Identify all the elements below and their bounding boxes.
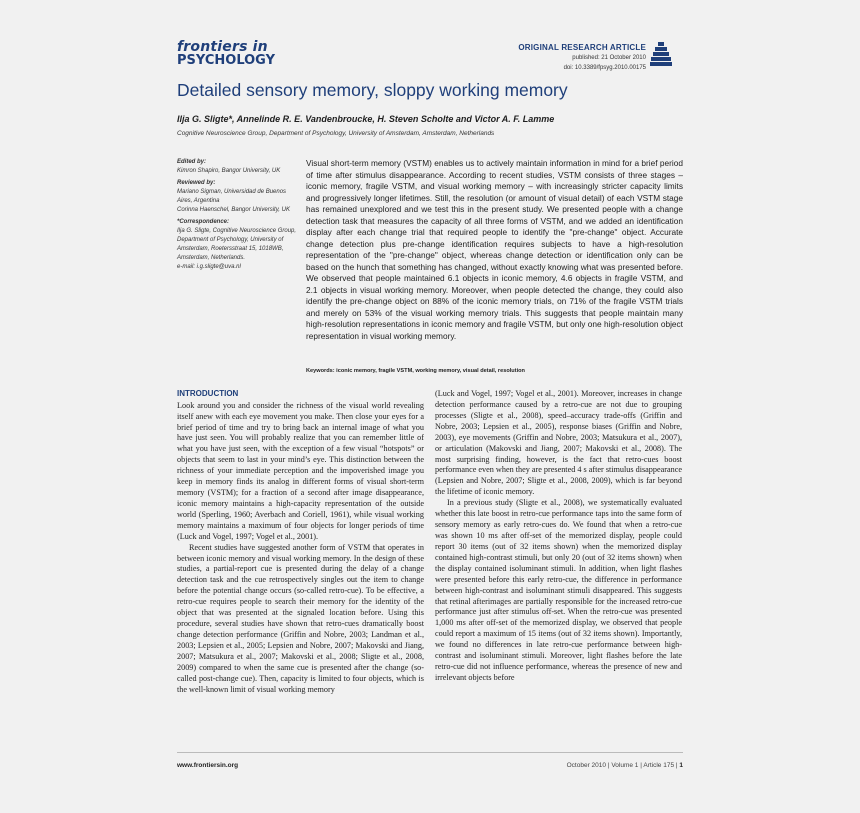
logo-line-2: PSYCHOLOGY <box>177 53 275 68</box>
published-date: published: 21 October 2010 <box>572 55 646 61</box>
footer-info <box>567 762 683 769</box>
article-meta <box>518 43 646 72</box>
keywords <box>306 368 525 374</box>
logo-line-1: frontiers in <box>177 39 268 55</box>
correspondence-label: *Correspondence: <box>177 219 230 225</box>
paragraph: Look around you and consider the richness of the visual world revealing itself anew with each eye movement you make. Then close your eyes for a brief period of time and try to bring back an internal image of what you have just seen. You will probably realize that you can remember little of what you have just seen, with the exception of a few visual “hotspots” or objects that seem to last in your mind’s eye. This distinction between the richness of your immediate perception and the impoverished image you keep in memory finds its analog in different forms of visual short-term memory (VSTM); for a fraction of a second after image disappearance, iconic memory maintains a high-capacity representation of the outside world (Sperling, 1960; Averbach and Coriell, 1961), while visual working memory maintains a maximum of four objects for longer periods of time (Luck and Vogel, 1997; Vogel et al., 2001). <box>177 400 424 541</box>
footer-site-link[interactable]: www.frontiersin.org <box>177 762 239 769</box>
doi[interactable]: doi: 10.3389/fpsyg.2010.00175 <box>563 65 646 72</box>
keywords-list: iconic memory, fragile VSTM, working memory, visual detail, resolution <box>336 368 525 374</box>
body-column-right <box>435 389 682 684</box>
edited-by-label: Edited by: <box>177 159 207 165</box>
section-heading: INTRODUCTION <box>177 389 239 398</box>
keywords-label: Keywords: <box>306 368 335 374</box>
journal-logo[interactable] <box>177 40 275 67</box>
paragraph: Recent studies have suggested another form of VSTM that operates in between iconic memory and visual working memory. In the design of these studies, a partial-report cue is presented during the delay of a change detection task and the cue retrospectively singles out the item to change before the potential change occurs (so-called retro-cue). To be effective, a retro-cue requires people to search their memory for the identity of the object that was presented at the signaled location before. Using this procedure, several studies have shown that retro-cues dramatically boost change detection performance (Griffin and Nobre, 2003; Landman et al., 2003; Lepsien et al., 2005; Lepsien and Nobre, 2007; Makovski and Jiang, 2007; Matsukura et al., 2007; Makovski et al., 2008; Sligte et al., 2008, 2009) compared to when the same cue is presented after the change (so-called post-change cue). Then, capacity is limited to four objects, which is the well-known limit of visual working memory <box>177 542 424 694</box>
edited-by-text: Kimron Shapiro, Bangor University, UK <box>177 168 281 174</box>
page-number: 1 <box>679 762 683 769</box>
author-list: Ilja G. Sligte*, Annelinde R. E. Vandenbroucke, H. Steven Scholte and Victor A. F. Lamme <box>177 114 555 124</box>
paragraph: In a previous study (Sligte et al., 2008), we systematically evaluated whether this late boost in retro-cue performance taps into the same form of sensory memory as early retro-cues do. We found that when a retro-cue was shown 10 ms after off-set of the memorized display, people could report 30 items (out of 32 items shown) when the memorized display contained high-contrast stimuli, but only 20 (out of 32 items shown) when the display contained isoluminant stimuli. In addition, when light flashes were presented before this early retro-cue, the difference in performance between high-contrast and isoluminant stimuli disappeared. This suggests that retinal afterimages are partially responsible for the increased retro-cue performance just after stimulus off-set. When the retro-cue was presented 1,000 ms after off-set of the memorized display, we observed that people could report a maximum of 15 items (out of 32 items shown). Importantly, we found no differences in late retro-cue performance between high-contrast and isoluminant stimuli. Moreover, light flashes before the late retro-cue did not influence performance, whereas the presence of new and irrelevant objects before <box>435 498 682 682</box>
stacked-pyramid-icon <box>650 40 672 68</box>
paragraph: (Luck and Vogel, 1997; Vogel et al., 2001). Moreover, increases in change detection performance caused by a retro-cue are not due to grouping processes (Sligte et al., 2008), speed–accuracy trade-offs (Griffin and Nobre, 2003; Lepsien et al., 2005), response biases (Griffin and Nobre, 2003), eye movements (Griffin and Nobre, 2003; Matsukura et al., 2007), or articulation (Makovski and Jiang, 2007; Makovski et al., 2008). The most surprising finding, however, is the fact that retro-cues boost performance even when they are presented 4 s after stimulus disappearance (Lepsien and Nobre, 2007; Sligte et al., 2008, 2009), which is far beyond the lifetime of iconic memory. <box>435 389 682 497</box>
abstract: Visual short-term memory (VSTM) enables us to actively maintain information in mind for a brief period of time after stimulus disappearance. According to recent studies, VSTM consists of three stages – iconic memory, fragile VSTM, and visual working memory – with increasingly stricter capacity limits and progressively longer lifetimes. Still, the resolution (or amount of visual detail) of each VSTM stage has remained unexplored and we test this in the present study. We presented people with a change detection task that measures the capacity of all three forms of VSTM, and we added an identification display after each change trial that required people to identify the "pre-change" object. Accurate change detection plus pre-change identification requires subjects to have a high-resolution representation of the "pre-change" object, whereas change detection or identification only can be based on the hunch that something has changed, without exactly knowing what was presented before. We observed that people maintained 6.1 objects in iconic memory, 4.6 objects in fragile VSTM, and 2.1 objects in visual working memory. Moreover, when people detected the change, they could also identify the pre-change object on 88% of the iconic memory trials, on 71% of the fragile VSTM trials and merely on 53% of the visual working memory trials. This suggests that people maintain many high-resolution representations in iconic memory and fragile VSTM, but only one high-resolution object representation in visual working memory. <box>306 158 683 341</box>
editorial-sidebar <box>177 158 299 272</box>
article-type: ORIGINAL RESEARCH ARTICLE <box>518 43 646 52</box>
reviewed-by-text: Mariano Sigman, Universidad de Buenos Aires, Argentina Corinna Haenschel, Bangor University, UK <box>177 189 290 213</box>
affiliation: Cognitive Neuroscience Group, Department of Psychology, University of Amsterdam, Amsterdam, Netherlands <box>177 130 495 137</box>
reviewed-by-label: Reviewed by: <box>177 180 216 186</box>
footer-issue-info: October 2010 | Volume 1 | Article 175 | <box>566 762 678 769</box>
footer-rule <box>177 752 683 753</box>
article-title: Detailed sensory memory, sloppy working memory <box>177 80 568 100</box>
correspondence-text: Ilja G. Sligte, Cognitive Neuroscience Group, Department of Psychology, University of Amsterdam, Roetersstraat 15, 1018WB, Amsterdam, Netherlands. e-mail: i.g.sligte@uva.nl <box>177 228 297 270</box>
body-column-left <box>177 389 424 696</box>
